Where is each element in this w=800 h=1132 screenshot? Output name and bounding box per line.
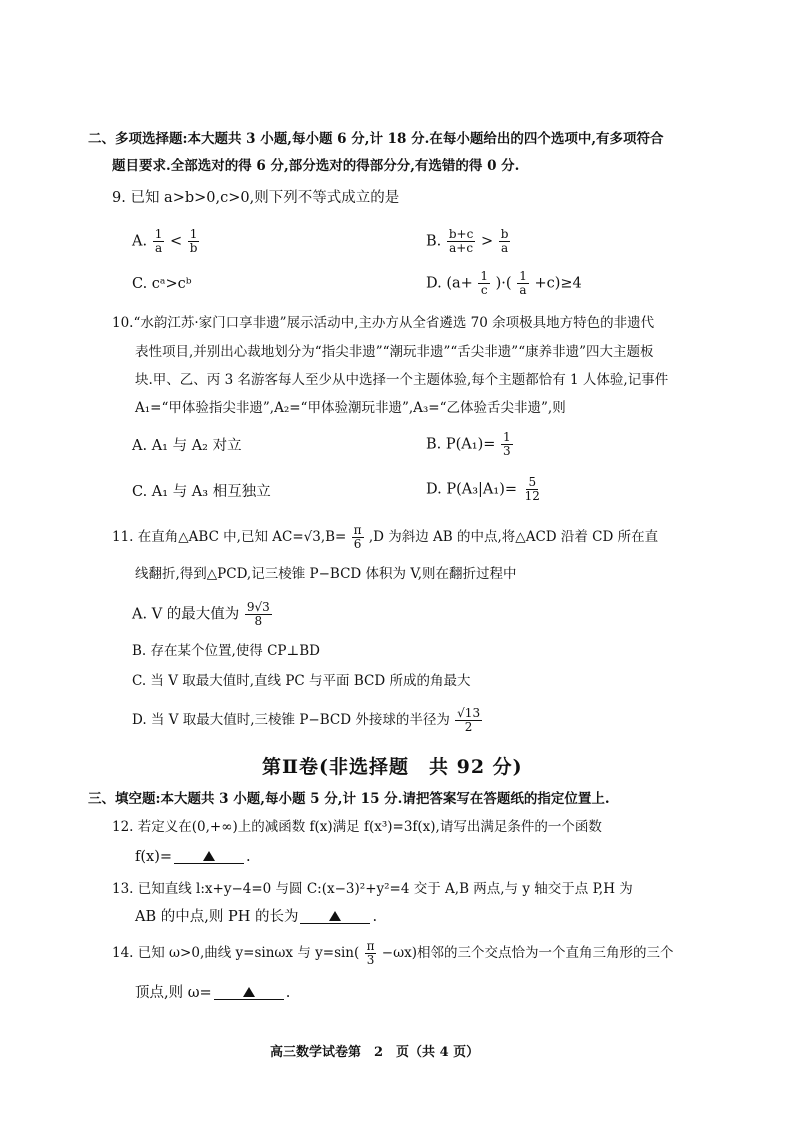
q11-line2: 线翻折,得到△PCD,记三棱锥 P−BCD 体积为 V,则在翻折过程中 — [135, 566, 517, 582]
q9-option-d: D. (a+ $\frac{1}{c}$ )·( $\frac{1}{a}$ +c)≥4 — [426, 269, 582, 298]
q9-a-frac2: $\frac{1}{b}$ — [189, 227, 198, 256]
triangle-icon — [243, 987, 255, 997]
q14-line1: 14. 已知 ω>0,曲线 y=sinωx 与 y=sin( $\frac{\pi}{3}$ −ωx)相邻的三个交点恰为一个直角三角形的三个 — [112, 939, 674, 968]
q9-a-frac1: $\frac{1}{a}$ — [154, 227, 163, 256]
q12-line1: 12. 若定义在(0,+∞)上的减函数 f(x)满足 f(x³)=3f(x),请写出满足条件的一个函数 — [112, 819, 602, 835]
q13-line2: AB 的中点,则 PH 的长为 . — [135, 909, 378, 925]
q12-answer-blank — [174, 851, 244, 864]
triangle-icon — [329, 911, 341, 921]
q13-answer-blank — [300, 911, 370, 924]
q9-option-a: A. $\frac{1}{a}$ < $\frac{1}{b}$ — [132, 227, 198, 256]
q9-b-frac1: $\frac{b+c}{a+c}$ — [448, 227, 474, 256]
section3-title: 三、填空题:本大题共 3 小题,每小题 5 分,计 15 分.请把答案写在答题纸的指定位置上. — [88, 791, 610, 807]
q10-d-frac: $\frac{5}{12}$ — [524, 475, 540, 504]
part2-heading: 第Ⅱ卷(非选择题 共 92 分) — [262, 756, 523, 778]
q11-a-frac: $\frac{9√3}{8}$ — [246, 600, 270, 629]
q10-line3: 块.甲、乙、丙 3 名游客每人至少从中选择一个主题体验,每个主题都恰有 1 人体验,记事件 — [135, 372, 669, 388]
triangle-icon — [203, 851, 215, 861]
q10-option-b: B. P(A₁)= $\frac{1}{3}$ — [426, 430, 511, 459]
q13-line1: 13. 已知直线 l:x+y−4=0 与圆 C:(x−3)²+y²=4 交于 A,B 两点,与 y 轴交于点 P,H 为 — [112, 881, 633, 897]
q10-option-d: D. P(A₃|A₁)= $\frac{5}{12}$ — [426, 475, 540, 504]
q11-d-frac: $\frac{√13}{2}$ — [457, 706, 481, 735]
q9-b-frac2: $\frac{b}{a}$ — [500, 227, 509, 256]
q14-answer-blank — [214, 987, 284, 1000]
q11-option-b: B. 存在某个位置,使得 CP⊥BD — [132, 643, 320, 659]
q9-option-c: C. cᵃ>cᵇ — [132, 276, 192, 292]
section2-title-line2: 题目要求.全部选对的得 6 分,部分选对的得部分分,有选错的得 0 分. — [112, 158, 520, 174]
q10-option-a: A. A₁ 与 A₂ 对立 — [132, 438, 242, 454]
q10-line2: 表性项目,并别出心裁地划分为“指尖非遗”“潮玩非遗”“舌尖非遗”“康养非遗”四大主题板 — [135, 344, 654, 360]
q9-option-b: B. $\frac{b+c}{a+c}$ > $\frac{b}{a}$ — [426, 227, 509, 256]
q11-option-c: C. 当 V 取最大值时,直线 PC 与平面 BCD 所成的角最大 — [132, 673, 471, 689]
q10-line4: A₁=“甲体验指尖非遗”,A₂=“甲体验潮玩非遗”,A₃=“乙体验舌尖非遗”,则 — [135, 400, 566, 416]
q10-option-c: C. A₁ 与 A₃ 相互独立 — [132, 484, 271, 500]
q10-line1: 10.“水韵江苏·家门口享非遗”展示活动中,主办方从全省遴选 70 余项极具地方特色的非遗代 — [112, 315, 655, 331]
section2-title-line1: 二、多项选择题:本大题共 3 小题,每小题 6 分,计 18 分.在每小题给出的四个选项中,有多项符合 — [88, 131, 664, 147]
q14-frac: $\frac{\pi}{3}$ — [366, 939, 375, 968]
q9-d-frac1: $\frac{1}{c}$ — [480, 269, 489, 298]
q11-frac-b: $\frac{\pi}{6}$ — [353, 523, 362, 552]
q11-option-d: D. 当 V 取最大值时,三棱锥 P−BCD 外接球的半径为 $\frac{√13}{2}$ — [132, 706, 481, 735]
q9-d-frac2: $\frac{1}{a}$ — [519, 269, 527, 298]
page-footer: 高三数学试卷第 2 页（共 4 页） — [270, 1045, 480, 1060]
q9-stem: 9. 已知 a>b>0,c>0,则下列不等式成立的是 — [112, 190, 400, 206]
q12-line2: f(x)= . — [135, 849, 251, 865]
q11-line1: 11. 在直角△ABC 中,已知 AC=√3,B= $\frac{\pi}{6}$ ,D 为斜边 AB 的中点,将△ACD 沿着 CD 所在直 — [112, 523, 659, 552]
q11-option-a: A. V 的最大值为 $\frac{9√3}{8}$ — [132, 600, 270, 629]
q10-b-frac: $\frac{1}{3}$ — [503, 430, 511, 459]
q14-line2: 顶点,则 ω= . — [135, 985, 291, 1001]
